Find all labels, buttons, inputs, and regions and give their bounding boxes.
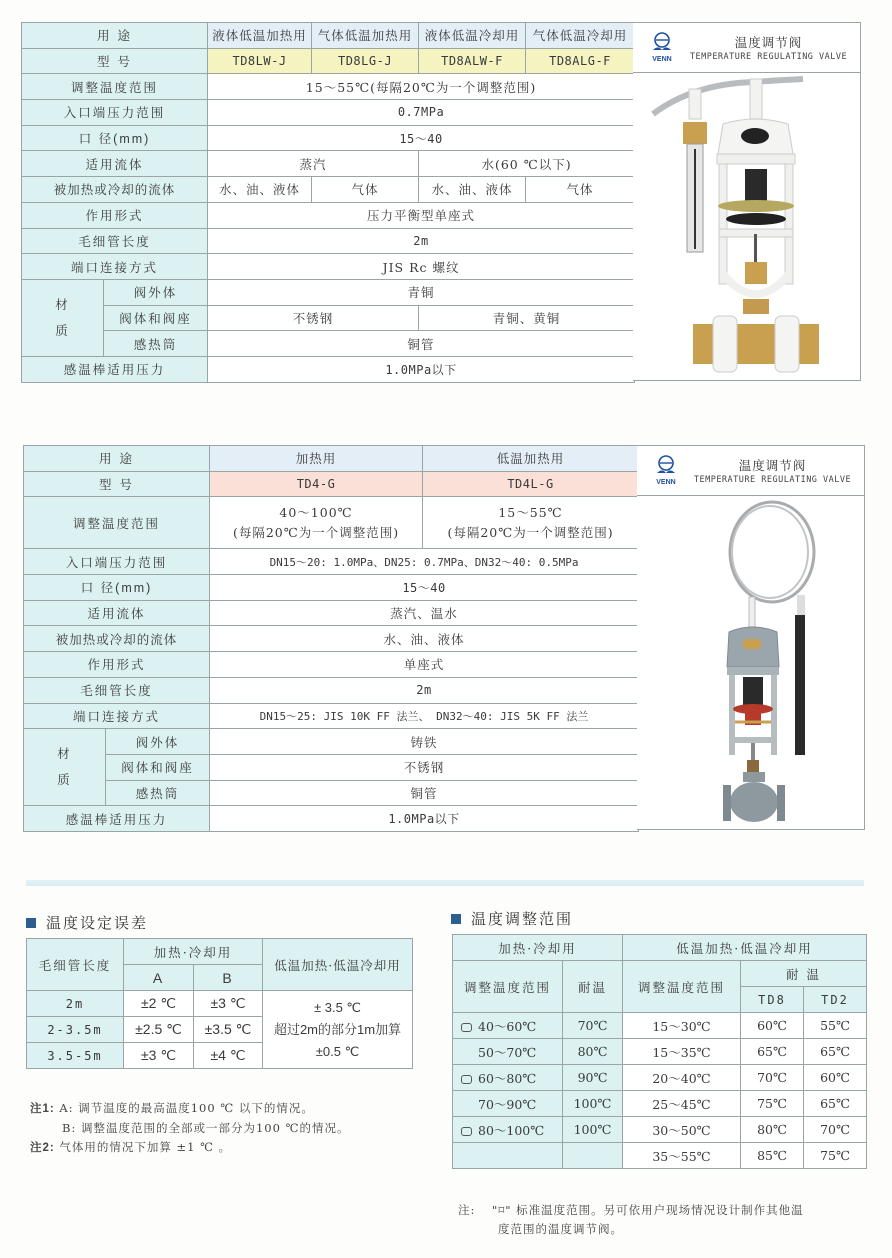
label-heated-fluid: 被加热或冷却的流体 — [24, 626, 210, 652]
action-value: 单座式 — [210, 652, 639, 678]
usage-1: 液体低温加热用 — [208, 23, 312, 49]
label-connection: 端口连接方式 — [22, 254, 208, 280]
row-length: 2m — [27, 991, 124, 1017]
section-divider — [26, 880, 864, 886]
venn-logo: VENN — [651, 455, 681, 486]
td8-cell: 60℃ — [741, 1013, 804, 1039]
brand-header — [633, 23, 860, 73]
heated-fluid-1: 水、油、液体 — [208, 177, 312, 203]
withstand-cell: 80℃ — [563, 1039, 623, 1065]
label-material — [24, 729, 106, 806]
header-b: B — [194, 965, 263, 991]
low-range-cell: 15～30℃ — [623, 1013, 741, 1039]
material-char-1: 材 — [55, 296, 70, 312]
row-b: ±3 ℃ — [194, 991, 263, 1017]
usage-4: 气体低温冷却用 — [526, 23, 635, 49]
model-2: TD8LG-J — [312, 48, 419, 74]
label-valve-body: 阀外体 — [106, 729, 210, 755]
temp-range-value: 15～55℃(每隔20℃为一个调整范围) — [208, 74, 635, 100]
header-heat-cool: 加热·冷却用 — [124, 939, 263, 965]
td2-cell: 60℃ — [804, 1065, 867, 1091]
header-heat-cool: 加热·冷却用 — [453, 935, 623, 961]
fluid-water: 水(60 ℃以下) — [419, 151, 635, 177]
material-char-1: 材 — [57, 746, 72, 762]
capillary-value: 2m — [208, 228, 635, 254]
td2-cell: 70℃ — [804, 1117, 867, 1143]
low-temp-value: ± 3.5 ℃ 超过2m的部分1m加算 ±0.5 ℃ — [263, 991, 413, 1069]
range-cell: 70～90℃ — [453, 1091, 563, 1117]
valve-photo-td8 — [633, 74, 859, 381]
heated-fluid-2: 气体 — [312, 177, 419, 203]
inlet-pressure-value: 0.7MPa — [208, 100, 635, 126]
connection-value: JIS Rc 螺纹 — [208, 254, 635, 280]
withstand-cell — [563, 1143, 623, 1169]
td8-cell: 80℃ — [741, 1117, 804, 1143]
note-text: "⌑" 标准温度范围。另可依用户现场情况设计制作其他温 — [492, 1203, 804, 1217]
range-cell: 40～60℃ — [453, 1013, 563, 1039]
withstand-cell: 100℃ — [563, 1117, 623, 1143]
product-panel-td8 — [633, 22, 861, 381]
note-2: 注2: 气体用的情况下加算 ±1 ℃ 。 — [30, 1140, 232, 1154]
valve-photo-td4 — [637, 497, 863, 830]
label-temp-range: 调整温度范围 — [22, 74, 208, 100]
td8-cell: 75℃ — [741, 1091, 804, 1117]
label-bulb: 感热筒 — [106, 780, 210, 806]
range-cell: 60～80℃ — [453, 1065, 563, 1091]
td8-cell: 70℃ — [741, 1065, 804, 1091]
row-a: ±2.5 ℃ — [124, 1017, 194, 1043]
td2-cell: 75℃ — [804, 1143, 867, 1169]
header-range: 调整温度范围 — [453, 961, 563, 1013]
label-body-seat: 阀体和阀座 — [104, 305, 208, 331]
label-connection: 端口连接方式 — [24, 703, 210, 729]
error-section-title: 温度设定误差 — [26, 912, 148, 933]
model-3: TD8ALW-F — [419, 48, 526, 74]
row-b: ±3.5 ℃ — [194, 1017, 263, 1043]
brand-title-en: TEMPERATURE REGULATING VALVE — [693, 475, 852, 485]
usage-2: 气体低温加热用 — [312, 23, 419, 49]
note-tag: 注: — [458, 1203, 476, 1217]
inlet-pressure-value: DN15～20: 1.0MPa、DN25: 0.7MPa、DN32～40: 0.5MPa — [210, 549, 639, 575]
heated-fluid-3: 水、油、液体 — [419, 177, 526, 203]
td8-cell: 65℃ — [741, 1039, 804, 1065]
body-seat-value-1: 不锈钢 — [208, 305, 419, 331]
model-1: TD8LW-J — [208, 48, 312, 74]
label-bore: 口 径(mm) — [22, 125, 208, 151]
td8-cell: 85℃ — [741, 1143, 804, 1169]
header-td2: TD2 — [804, 987, 867, 1013]
label-usage: 用 途 — [24, 446, 210, 472]
label-action: 作用形式 — [24, 652, 210, 678]
label-bulb: 感热筒 — [104, 331, 208, 357]
label-fluid: 适用流体 — [24, 600, 210, 626]
label-valve-body: 阀外体 — [104, 279, 208, 305]
bulb-value: 铜管 — [210, 780, 639, 806]
range-cell: 80～100℃ — [453, 1117, 563, 1143]
withstand-cell: 90℃ — [563, 1065, 623, 1091]
label-sensor-pressure: 感温棒适用压力 — [24, 806, 210, 832]
label-inlet-pressure: 入口端压力范围 — [22, 100, 208, 126]
low-range-cell: 15～35℃ — [623, 1039, 741, 1065]
row-b: ±4 ℃ — [194, 1043, 263, 1069]
label-fluid: 适用流体 — [22, 151, 208, 177]
label-model: 型 号 — [24, 471, 210, 497]
note-1b: B: 调整温度范围的全部或一部分为100 ℃的情况。 — [62, 1121, 350, 1135]
bore-value: 15～40 — [208, 125, 635, 151]
header-withstand: 耐温 — [563, 961, 623, 1013]
standard-range-icon — [461, 1075, 472, 1084]
brand-title-en: TEMPERATURE REGULATING VALVE — [689, 52, 848, 62]
low-range-cell: 25～45℃ — [623, 1091, 741, 1117]
range-cell — [453, 1143, 563, 1169]
label-temp-range: 调整温度范围 — [24, 497, 210, 549]
temp-range-value-1: 40～100℃ (每隔20℃为一个调整范围) — [210, 497, 423, 549]
bullet-square-icon — [451, 914, 461, 924]
header-low-temp: 低温加热·低温冷却用 — [623, 935, 867, 961]
product-panel-td4 — [637, 445, 865, 830]
usage-2: 低温加热用 — [423, 446, 639, 472]
temp-range-value-2: 15～55℃ (每隔20℃为一个调整范围) — [423, 497, 639, 549]
low-range-cell: 30～50℃ — [623, 1117, 741, 1143]
fluid-steam: 蒸汽 — [208, 151, 419, 177]
standard-range-icon — [461, 1127, 472, 1136]
capillary-value: 2m — [210, 677, 639, 703]
label-heated-fluid: 被加热或冷却的流体 — [22, 177, 208, 203]
brand-title-cn: 温度调节阀 — [734, 35, 803, 50]
note-1a: 注1: A: 调节温度的最高温度100 ℃ 以下的情况。 — [30, 1101, 314, 1115]
bullet-square-icon — [26, 918, 36, 928]
spec-table-td4 — [23, 445, 639, 832]
usage-3: 液体低温冷却用 — [419, 23, 526, 49]
spec-table-td8 — [21, 22, 635, 383]
td2-cell: 65℃ — [804, 1039, 867, 1065]
sensor-pressure-value: 1.0MPa以下 — [210, 806, 639, 832]
brand-header — [637, 446, 864, 496]
label-capillary: 毛细管长度 — [24, 677, 210, 703]
label-usage: 用 途 — [22, 23, 208, 49]
low-range-cell: 35～55℃ — [623, 1143, 741, 1169]
body-seat-value-2: 青铜、黄铜 — [419, 305, 635, 331]
range-table — [452, 934, 867, 1169]
row-a: ±3 ℃ — [124, 1043, 194, 1069]
label-body-seat: 阀体和阀座 — [106, 754, 210, 780]
range-cell: 50～70℃ — [453, 1039, 563, 1065]
model-2: TD4L-G — [423, 471, 639, 497]
label-model: 型 号 — [22, 48, 208, 74]
header-low-temp: 低温加热·低温冷却用 — [263, 939, 413, 991]
label-action: 作用形式 — [22, 202, 208, 228]
valve-body-value: 青铜 — [208, 279, 635, 305]
header-capillary: 毛细管长度 — [27, 939, 124, 991]
standard-range-icon — [461, 1023, 472, 1032]
bulb-value: 铜管 — [208, 331, 635, 357]
header-withstand-low: 耐 温 — [741, 961, 867, 987]
venn-logo: VENN — [647, 32, 677, 63]
row-length: 2-3.5m — [27, 1017, 124, 1043]
low-range-cell: 20～40℃ — [623, 1065, 741, 1091]
body-seat-value: 不锈钢 — [210, 754, 639, 780]
heated-fluid-4: 气体 — [526, 177, 635, 203]
sensor-pressure-value: 1.0MPa以下 — [208, 356, 635, 382]
material-char-2: 质 — [57, 772, 72, 788]
heated-fluid-value: 水、油、液体 — [210, 626, 639, 652]
td2-cell: 65℃ — [804, 1091, 867, 1117]
fluid-value: 蒸汽、温水 — [210, 600, 639, 626]
leaf-logo-icon — [654, 455, 678, 477]
td2-cell: 55℃ — [804, 1013, 867, 1039]
label-capillary: 毛细管长度 — [22, 228, 208, 254]
material-char-2: 质 — [55, 322, 70, 338]
row-a: ±2 ℃ — [124, 991, 194, 1017]
model-1: TD4-G — [210, 471, 423, 497]
action-value: 压力平衡型单座式 — [208, 202, 635, 228]
note-text-2: 度范围的温度调节阀。 — [498, 1222, 623, 1236]
connection-value: DN15～25: JIS 10K FF 法兰、 DN32～40: JIS 5K FF 法兰 — [210, 703, 639, 729]
label-sensor-pressure: 感温棒适用压力 — [22, 356, 208, 382]
leaf-logo-icon — [650, 32, 674, 54]
error-table — [26, 938, 413, 1069]
withstand-cell: 100℃ — [563, 1091, 623, 1117]
error-notes — [30, 1099, 349, 1158]
label-material — [22, 279, 104, 356]
bore-value: 15～40 — [210, 575, 639, 601]
usage-1: 加热用 — [210, 446, 423, 472]
header-range-low: 调整温度范围 — [623, 961, 741, 1013]
header-a: A — [124, 965, 194, 991]
label-inlet-pressure: 入口端压力范围 — [24, 549, 210, 575]
withstand-cell: 70℃ — [563, 1013, 623, 1039]
model-4: TD8ALG-F — [526, 48, 635, 74]
brand-title-cn: 温度调节阀 — [738, 458, 807, 473]
label-bore: 口 径(mm) — [24, 575, 210, 601]
range-section-title: 温度调整范围 — [451, 908, 573, 929]
range-note — [458, 1201, 878, 1239]
row-length: 3.5-5m — [27, 1043, 124, 1069]
header-td8: TD8 — [741, 987, 804, 1013]
valve-body-value: 铸铁 — [210, 729, 639, 755]
